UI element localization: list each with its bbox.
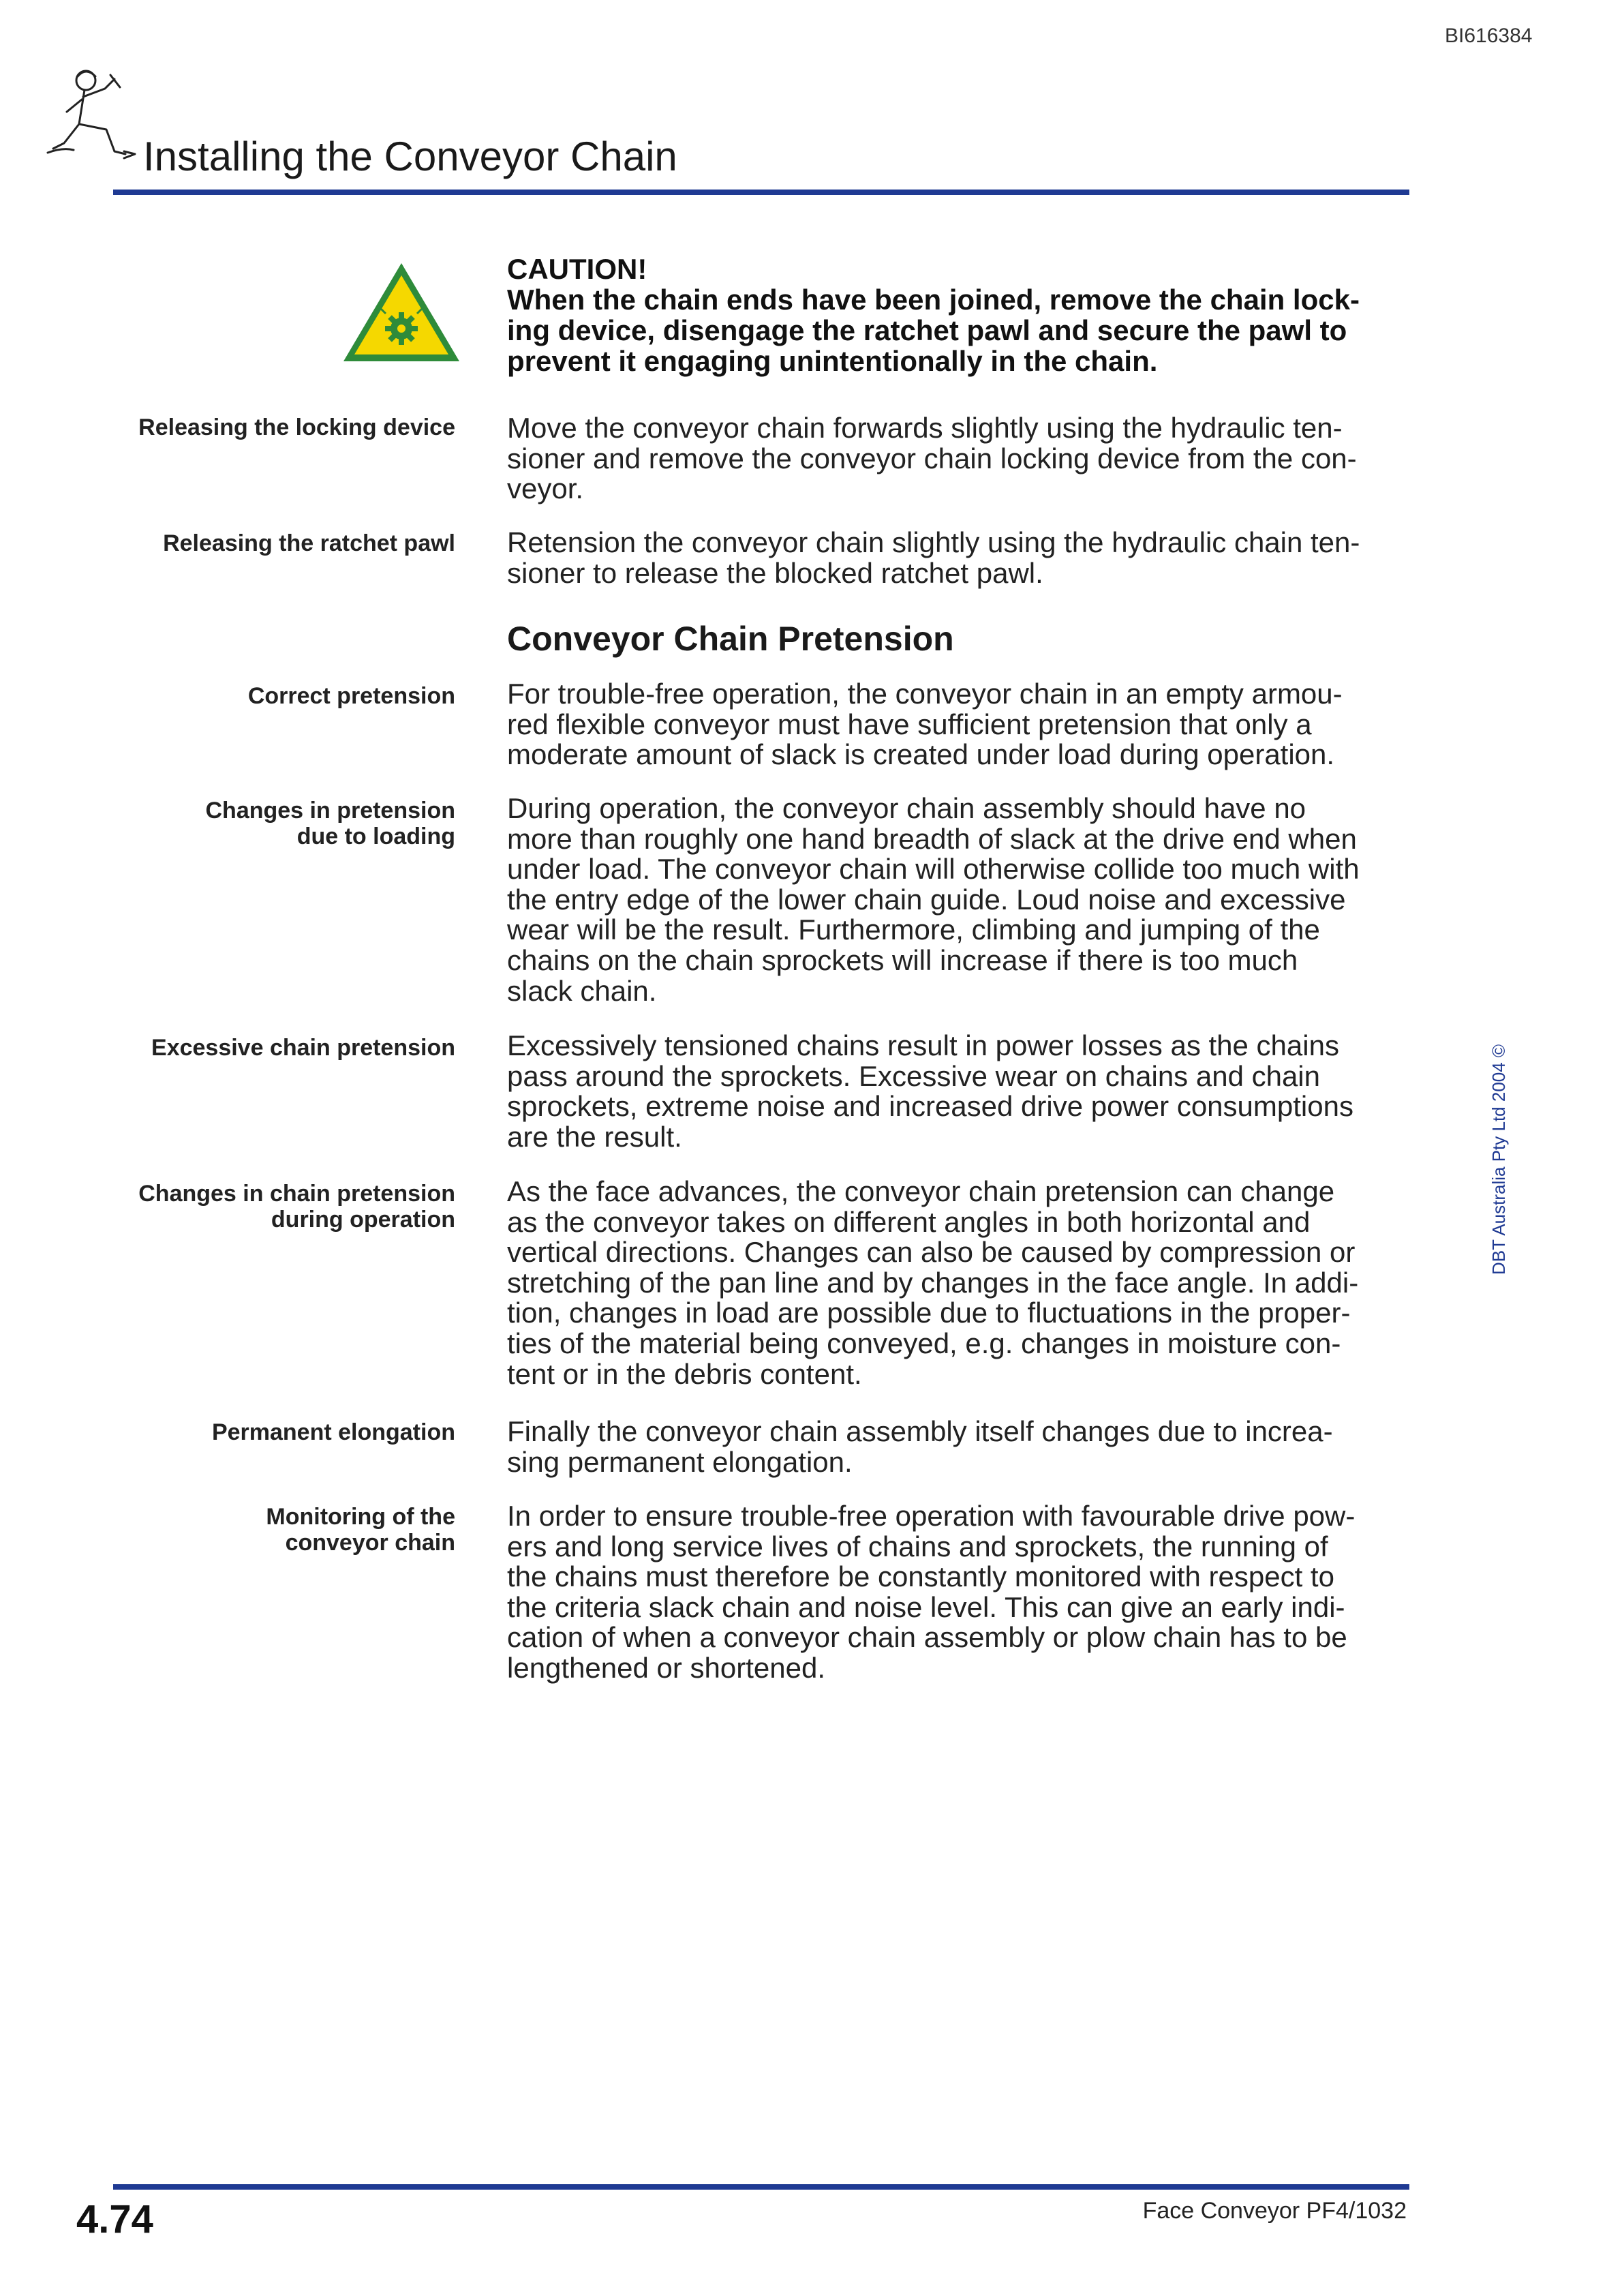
- copyright-notice: DBT Australia Pty Ltd 2004 ©: [1488, 1044, 1509, 1275]
- margin-label-changes-due-to-loading: [74, 798, 455, 849]
- text-line: tion, changes in load are possible due to fluctuations in the proper-: [507, 1297, 1351, 1329]
- text-line: sioner to release the blocked ratchet pawl.: [507, 556, 1043, 589]
- text-line: Excessively tensioned chains result in power losses as the chains: [507, 1029, 1339, 1061]
- footer-title: Face Conveyor PF4/1032: [1142, 2198, 1407, 2224]
- footer-rule: [113, 2184, 1409, 2190]
- text-line: lengthened or shortened.: [507, 1651, 826, 1684]
- margin-label-monitoring: [74, 1504, 455, 1556]
- header-rule: [113, 190, 1409, 195]
- text-line: ers and long service lives of chains and sprockets, the running of: [507, 1530, 1328, 1562]
- label-line: Correct pretension: [247, 683, 455, 709]
- margin-label-releasing-locking-device: Releasing the locking device: [138, 414, 455, 440]
- caution-line: ing device, disengage the ratchet pawl and secure the pawl to: [507, 314, 1347, 346]
- caution-title: CAUTION!: [507, 253, 647, 285]
- text-line: chains on the chain sprockets will increase if there is too much: [507, 943, 1298, 976]
- text-line: Finally the conveyor chain assembly itself changes due to increa-: [507, 1415, 1333, 1447]
- label-line: during operation: [271, 1207, 455, 1233]
- paragraph-excessive-pretension: [507, 1031, 1405, 1152]
- label-line: conveyor chain: [285, 1530, 455, 1556]
- margin-label-permanent-elongation: [74, 1419, 455, 1445]
- worker-kneeling-with-tool-icon: [44, 61, 146, 177]
- page-number: 4.74: [76, 2197, 153, 2241]
- text-line: Retension the conveyor chain slightly using the hydraulic chain ten-: [507, 526, 1360, 558]
- text-line: ties of the material being conveyed, e.g. changes in moisture con-: [507, 1327, 1341, 1359]
- label-line: Monitoring of the: [266, 1504, 455, 1530]
- page-title: Installing the Conveyor Chain: [143, 134, 677, 179]
- paragraph-changes-during-operation: [507, 1177, 1405, 1389]
- label-line: Permanent elongation: [211, 1419, 455, 1445]
- label-line: due to loading: [296, 824, 455, 849]
- caution-line: prevent it engaging unintentionally in the chain.: [507, 345, 1158, 377]
- document-id: BI616384: [1445, 25, 1533, 47]
- text-line: sprockets, extreme noise and increased drive power consumptions: [507, 1090, 1353, 1123]
- caution-line: When the chain ends have been joined, remove the chain lock-: [507, 284, 1360, 316]
- section-heading-pretension: Conveyor Chain Pretension: [507, 620, 954, 658]
- text-line: the criteria slack chain and noise level. This can give an early indi-: [507, 1590, 1345, 1623]
- text-line: the entry edge of the lower chain guide. Loud noise and excessive: [507, 883, 1346, 916]
- text-line: In order to ensure trouble-free operation with favourable drive pow-: [507, 1500, 1356, 1532]
- paragraph-permanent-elongation: [507, 1417, 1405, 1477]
- text-line: tent or in the debris content.: [507, 1357, 862, 1390]
- text-line: the chains must therefore be constantly monitored with respect to: [507, 1560, 1334, 1593]
- text-line: red flexible conveyor must have sufficient pretension that only a: [507, 708, 1312, 740]
- text-line: sioner and remove the conveyor chain locking device from the con-: [507, 442, 1357, 474]
- label-line: Excessive chain pretension: [151, 1035, 455, 1061]
- text-line: slack chain.: [507, 974, 657, 1007]
- text-line: moderate amount of slack is created under load during operation.: [507, 738, 1335, 771]
- text-line: under load. The conveyor chain will otherwise collide too much with: [507, 853, 1360, 886]
- text-line: as the conveyor takes on different angles in both horizontal and: [507, 1205, 1311, 1238]
- text-line: Move the conveyor chain forwards slightly using the hydraulic ten-: [507, 412, 1343, 444]
- text-line: more than roughly one hand breadth of slack at the drive end when: [507, 822, 1357, 855]
- margin-label-excessive-pretension: [74, 1035, 455, 1061]
- text-line: As the face advances, the conveyor chain pretension can change: [507, 1175, 1335, 1207]
- warning-gear-hazard-icon: [341, 260, 462, 364]
- text-line: sing permanent elongation.: [507, 1445, 853, 1478]
- text-line: vertical directions. Changes can also be caused by compression or: [507, 1236, 1356, 1269]
- paragraph-monitoring: [507, 1501, 1405, 1684]
- label-line: Changes in chain pretension: [138, 1181, 455, 1207]
- text-line: During operation, the conveyor chain assembly should have no: [507, 792, 1306, 824]
- label-line: Changes in pretension: [205, 798, 455, 824]
- margin-label-releasing-ratchet-pawl: Releasing the ratchet pawl: [163, 530, 455, 556]
- paragraph-changes-due-to-loading: [507, 794, 1405, 1006]
- paragraph-releasing-ratchet-pawl: [507, 528, 1405, 588]
- text-line: wear will be the result. Furthermore, climbing and jumping of the: [507, 913, 1320, 946]
- margin-label-correct-pretension: [74, 683, 455, 709]
- margin-label-changes-during-operation: [74, 1181, 455, 1233]
- paragraph-releasing-locking-device: [507, 413, 1405, 504]
- text-line: pass around the sprockets. Excessive wear on chains and chain: [507, 1059, 1321, 1092]
- text-line: stretching of the pan line and by changes in the face angle. In addi-: [507, 1266, 1359, 1299]
- text-line: For trouble-free operation, the conveyor chain in an empty armou-: [507, 678, 1343, 710]
- text-line: are the result.: [507, 1120, 682, 1153]
- text-line: cation of when a conveyor chain assembly or plow chain has to be: [507, 1621, 1347, 1654]
- paragraph-correct-pretension: [507, 679, 1405, 770]
- caution-notice: [507, 254, 1407, 376]
- text-line: veyor.: [507, 472, 584, 505]
